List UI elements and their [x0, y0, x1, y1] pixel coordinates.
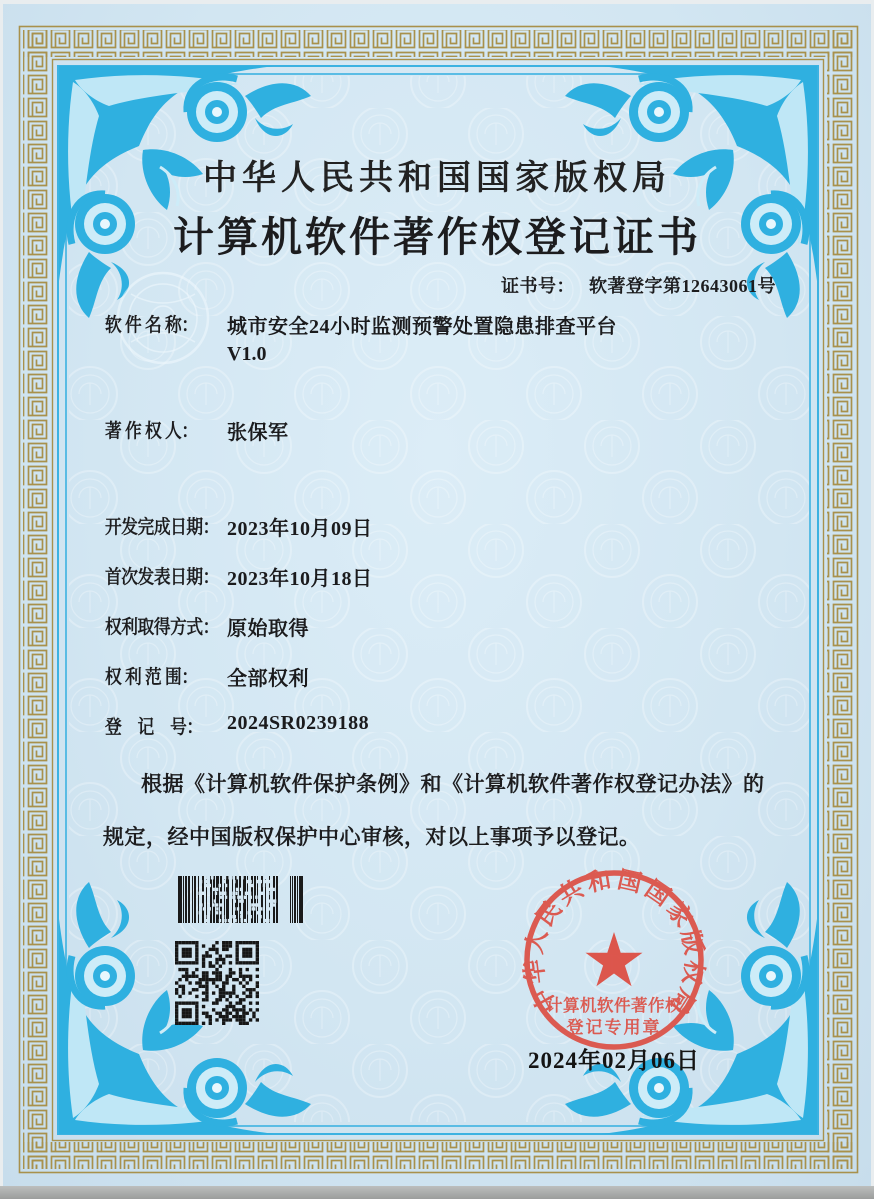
field-row-completion-date [105, 512, 781, 542]
field-value: 全部权利 [227, 668, 309, 690]
field-value: 2023年10月09日 [227, 518, 373, 540]
author-row [105, 416, 781, 446]
field-row-rights-scope [105, 662, 781, 692]
field-label: 开发完成日期： [105, 517, 219, 538]
certificate-number-label: 证书号： [501, 276, 575, 296]
red-seal-icon [504, 850, 724, 1070]
seal-text-line1: 计算机软件著作权 [546, 996, 682, 1015]
field-label: 权 利 范 围： [105, 667, 198, 688]
seal-star-icon [586, 932, 643, 986]
photo-edge [0, 1186, 874, 1199]
registration-statement-line2: 规定，经中国版权保护中心审核，对以上事项予以登记。 [103, 825, 641, 849]
official-seal [504, 850, 724, 1070]
issue-date: 2024年02月06日 [528, 1048, 700, 1073]
registration-statement-line1: 根据《计算机软件保护条例》和《计算机软件著作权登记办法》的 [141, 772, 765, 796]
field-value: 2024SR0239188 [227, 712, 370, 734]
field-label: 首次发表日期： [105, 567, 219, 588]
issuing-authority-title: 中华人民共和国国家版权局 [203, 160, 671, 197]
author-label: 著 作 权 人： [105, 421, 198, 442]
certificate-number-value: 软著登字第12643061号 [589, 276, 776, 296]
author-value: 张保军 [227, 422, 289, 444]
barcode [178, 876, 303, 923]
field-value: 原始取得 [227, 618, 309, 640]
certificate-title: 计算机软件著作权登记证书 [173, 214, 701, 260]
seal-text-line2: 登记专用章 [566, 1018, 662, 1037]
field-label: 权利取得方式： [105, 617, 219, 638]
seal-ring-text: 中华人民共和国国家版权局 [521, 867, 707, 1021]
software-version-value: V1.0 [227, 343, 267, 365]
field-value: 2023年10月18日 [227, 568, 373, 590]
qr-code [175, 941, 259, 1025]
software-name-value: 城市安全24小时监测预警处置隐患排查平台 [227, 316, 617, 338]
barcode-icon [178, 876, 303, 923]
field-row-first-publication-date [105, 562, 781, 592]
field-row-registration-number [105, 712, 781, 742]
field-row-acquisition-method [105, 612, 781, 642]
qr-code-icon [175, 941, 259, 1025]
certificate-number-line [97, 272, 776, 298]
certificate-paper [3, 4, 871, 1186]
software-name-label: 软 件 名 称： [105, 315, 198, 336]
software-name-row [105, 310, 781, 365]
field-label: 登 记 号： [105, 717, 203, 738]
